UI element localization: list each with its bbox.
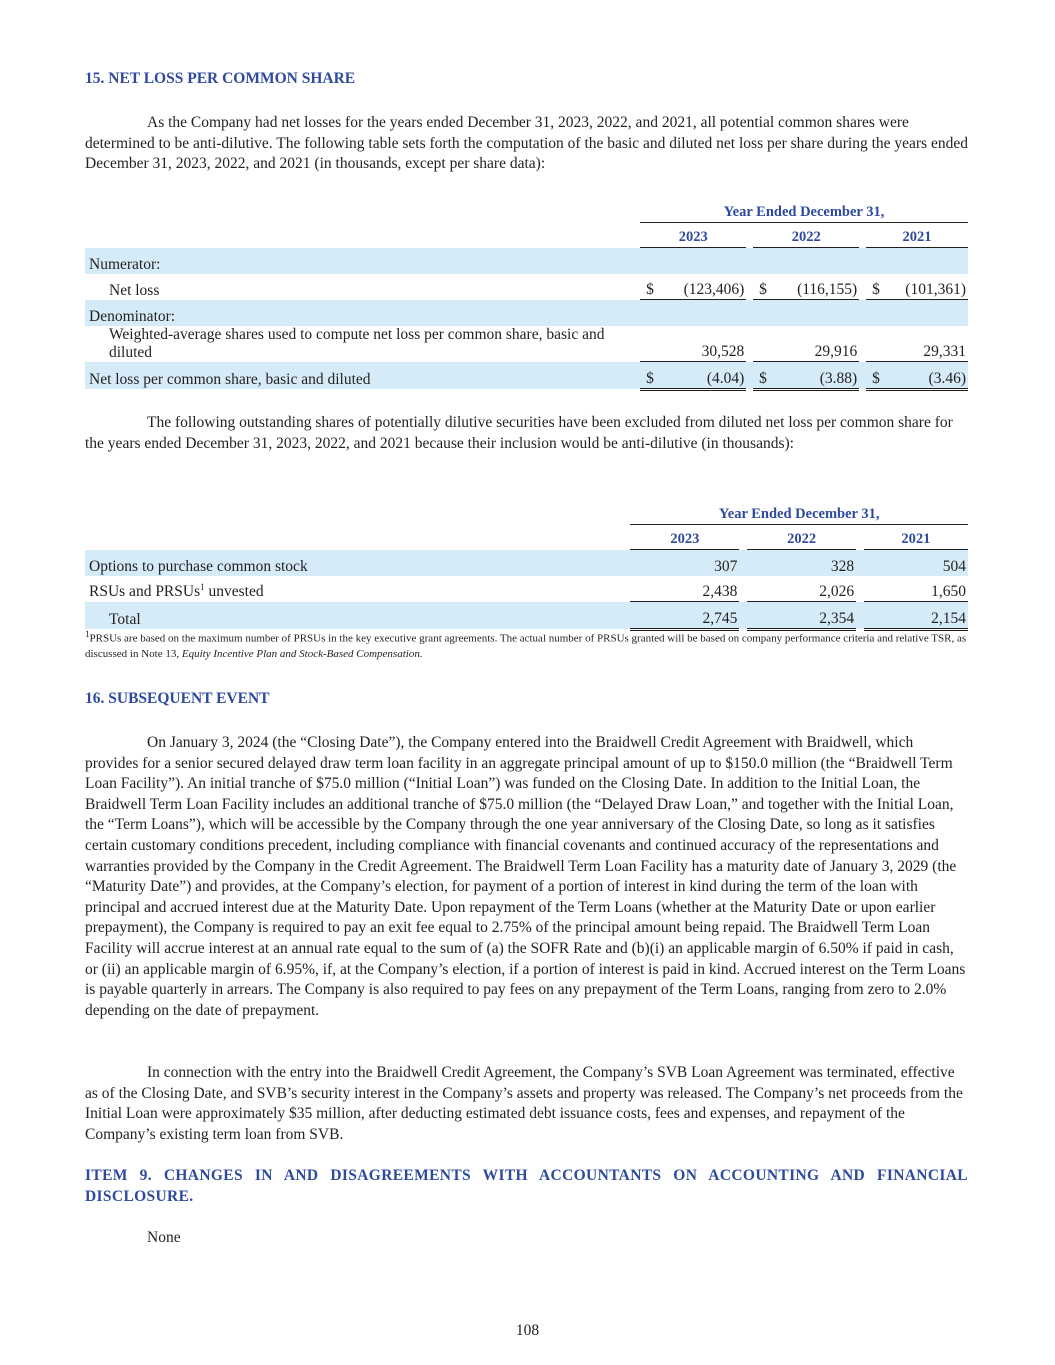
- rsus-2021: 1,650: [889, 576, 968, 602]
- eps-2022: (3.88): [777, 362, 859, 390]
- table-row: [85, 326, 968, 362]
- item-9-body: [85, 1228, 968, 1249]
- footnote: $^1$PRSUs are based on the maximum number of PRSUs in the key executive grant agreements. The actual number of PRSUs granted will be based on company performance criteria and relative TSR, as discussed in Note 13, Equity Incentive Plan and Stock-Based Compensation.: [85, 629, 967, 660]
- net-loss-per-share-table: [85, 197, 968, 391]
- section-16-para2: [85, 1063, 968, 1145]
- table2-period-header: Year Ended December 31,: [630, 499, 968, 525]
- currency-symbol: $: [640, 362, 664, 390]
- currency-symbol: $: [753, 274, 777, 300]
- section-16-title: 16. SUBSEQUENT EVENT: [85, 690, 270, 707]
- item-9-body-text: None: [147, 1229, 181, 1246]
- rsus-2022: 2,026: [773, 576, 857, 602]
- section-15-para2: [85, 413, 968, 454]
- table-row: [85, 362, 968, 390]
- table-row: [85, 550, 968, 576]
- rsus-2023: 2,438: [656, 576, 740, 602]
- weighted-shares-2022: 29,916: [777, 326, 859, 362]
- antidilutive-securities-table: [85, 499, 968, 631]
- eps-2023: (4.04): [664, 362, 746, 390]
- table-row: [85, 300, 968, 326]
- table2-year-col: 2021: [864, 525, 968, 551]
- denominator-label: Denominator:: [85, 300, 640, 326]
- section-15-para2-text: The following outstanding shares of potentially dilutive securities have been excluded from diluted net loss per common share for the years ended December 31, 2023, 2022, and 2021 because their inclusion would be anti-dilutive (in thousands):: [85, 414, 953, 452]
- section-16-para1-text: On January 3, 2024 (the “Closing Date”), the Company entered into the Braidwell Credit Agreement with Braidwell, which provides for a senior secured delayed draw term loan facility in an aggregate principal amount of up to $150.0 million (the “Braidwell Term Loan Facility”). An initial tranche of $75.0 million (“Initial Loan”) was funded on the Closing Date. In addition to the Initial Loan, the Braidwell Term Loan Facility includes an additional tranche of $75.0 million (the “Delayed Draw Loan,” and together with the Initial Loan, the “Term Loans”), which will be accessible by the Company through the one year anniversary of the Closing Date, so long as it satisfies certain customary conditions precedent, including compliance with financial covenants and continued accuracy of the representations and warranties provided by the Company in the Credit Agreement. The Braidwell Term Loan Facility has a maturity date of January 3, 2029 (the “Maturity Date”) and provides, at the Company’s election, for payment of a portion of interest in kind during the term of the loan with principal and accrued interest due at the Maturity Date. Upon repayment of the Term Loans (whether at the Maturity Date or upon earlier prepayment), the Company is required to pay an exit fee equal to 2.75% of the principal amount being repaid. The Braidwell Term Loan Facility will accrue interest at an annual rate equal to the sum of (a) the SOFR Rate and (b)(i) an applicable margin of 6.50% if paid in cash, or (ii) an applicable margin of 6.95%, if, at the Company’s election, if a portion of interest is paid in kind. Accrued interest on the Term Loans is payable quarterly in arrears. The Company is also required to pay fees on any prepayment of the Term Loans, ranging from zero to 2.0% depending on the date of prepayment.: [85, 734, 966, 1019]
- section-15-intro: [85, 113, 968, 175]
- table1-period-header: Year Ended December 31,: [640, 197, 968, 223]
- section-16-para2-text: In connection with the entry into the Braidwell Credit Agreement, the Company’s SVB Loan Agreement was terminated, effective as of the Closing Date, and SVB’s security interest in the Company’s assets and property was released. The Company’s net proceeds from the Initial Loan were approximately $35 million, after deducting estimated debt issuance costs, fees and expenses, and repayment of the Company’s existing term loan from SVB.: [85, 1064, 963, 1143]
- table2-year-col: 2023: [630, 525, 739, 551]
- table1-year-col: 2023: [640, 223, 746, 249]
- section-15-intro-text: As the Company had net losses for the years ended December 31, 2023, 2022, and 2021, all potential common shares were determined to be anti-dilutive. The following table sets forth the computation of the basic and diluted net loss per share during the years ended December 31, 2023, 2022, and 2021 (in thousands, except per share data):: [85, 114, 968, 173]
- table1-year-col: 2022: [753, 223, 859, 249]
- net-loss-2022: (116,155): [777, 274, 859, 300]
- total-label: Total: [85, 602, 630, 630]
- net-loss-label: Net loss: [109, 281, 160, 299]
- options-label: Options to purchase common stock: [85, 550, 630, 576]
- options-2021: 504: [889, 550, 968, 576]
- table-row: [85, 576, 968, 602]
- options-2023: 307: [656, 550, 740, 576]
- net-loss-2023: (123,406): [664, 274, 746, 300]
- weighted-shares-label: Weighted-average shares used to compute net loss per common share, basic and diluted: [109, 325, 605, 361]
- net-loss-2021: (101,361): [890, 274, 968, 300]
- section-15-title: 15. NET LOSS PER COMMON SHARE: [85, 70, 356, 87]
- table2-year-col: 2022: [747, 525, 856, 551]
- table-row: [85, 248, 968, 274]
- numerator-label: Numerator:: [85, 248, 640, 274]
- eps-label: Net loss per common share, basic and diluted: [85, 362, 640, 390]
- options-2022: 328: [773, 550, 857, 576]
- weighted-shares-2023: 30,528: [664, 326, 746, 362]
- table1-year-col: 2021: [866, 223, 968, 249]
- page-number: 108: [515, 1322, 540, 1339]
- eps-2021: (3.46): [890, 362, 968, 390]
- currency-symbol: $: [640, 274, 664, 300]
- total-2021: 2,154: [889, 602, 968, 630]
- table-row: [85, 274, 968, 300]
- item-9-title: ITEM 9. CHANGES IN AND DISAGREEMENTS WITH ACCOUNTANTS ON ACCOUNTING AND FINANCIAL DISCLOSURE.: [85, 1167, 968, 1205]
- currency-symbol: $: [753, 362, 777, 390]
- currency-symbol: $: [866, 362, 890, 390]
- section-16-para1: [85, 733, 968, 1021]
- weighted-shares-2021: 29,331: [890, 326, 968, 362]
- rsus-label: RSUs and PRSUs$^1$ unvested: [89, 582, 264, 601]
- currency-symbol: $: [866, 274, 890, 300]
- total-2023: 2,745: [656, 602, 740, 630]
- table-row: [85, 602, 968, 630]
- total-2022: 2,354: [773, 602, 857, 630]
- footnote-note-reference: Equity Incentive Plan and Stock-Based Compensation.: [181, 647, 423, 660]
